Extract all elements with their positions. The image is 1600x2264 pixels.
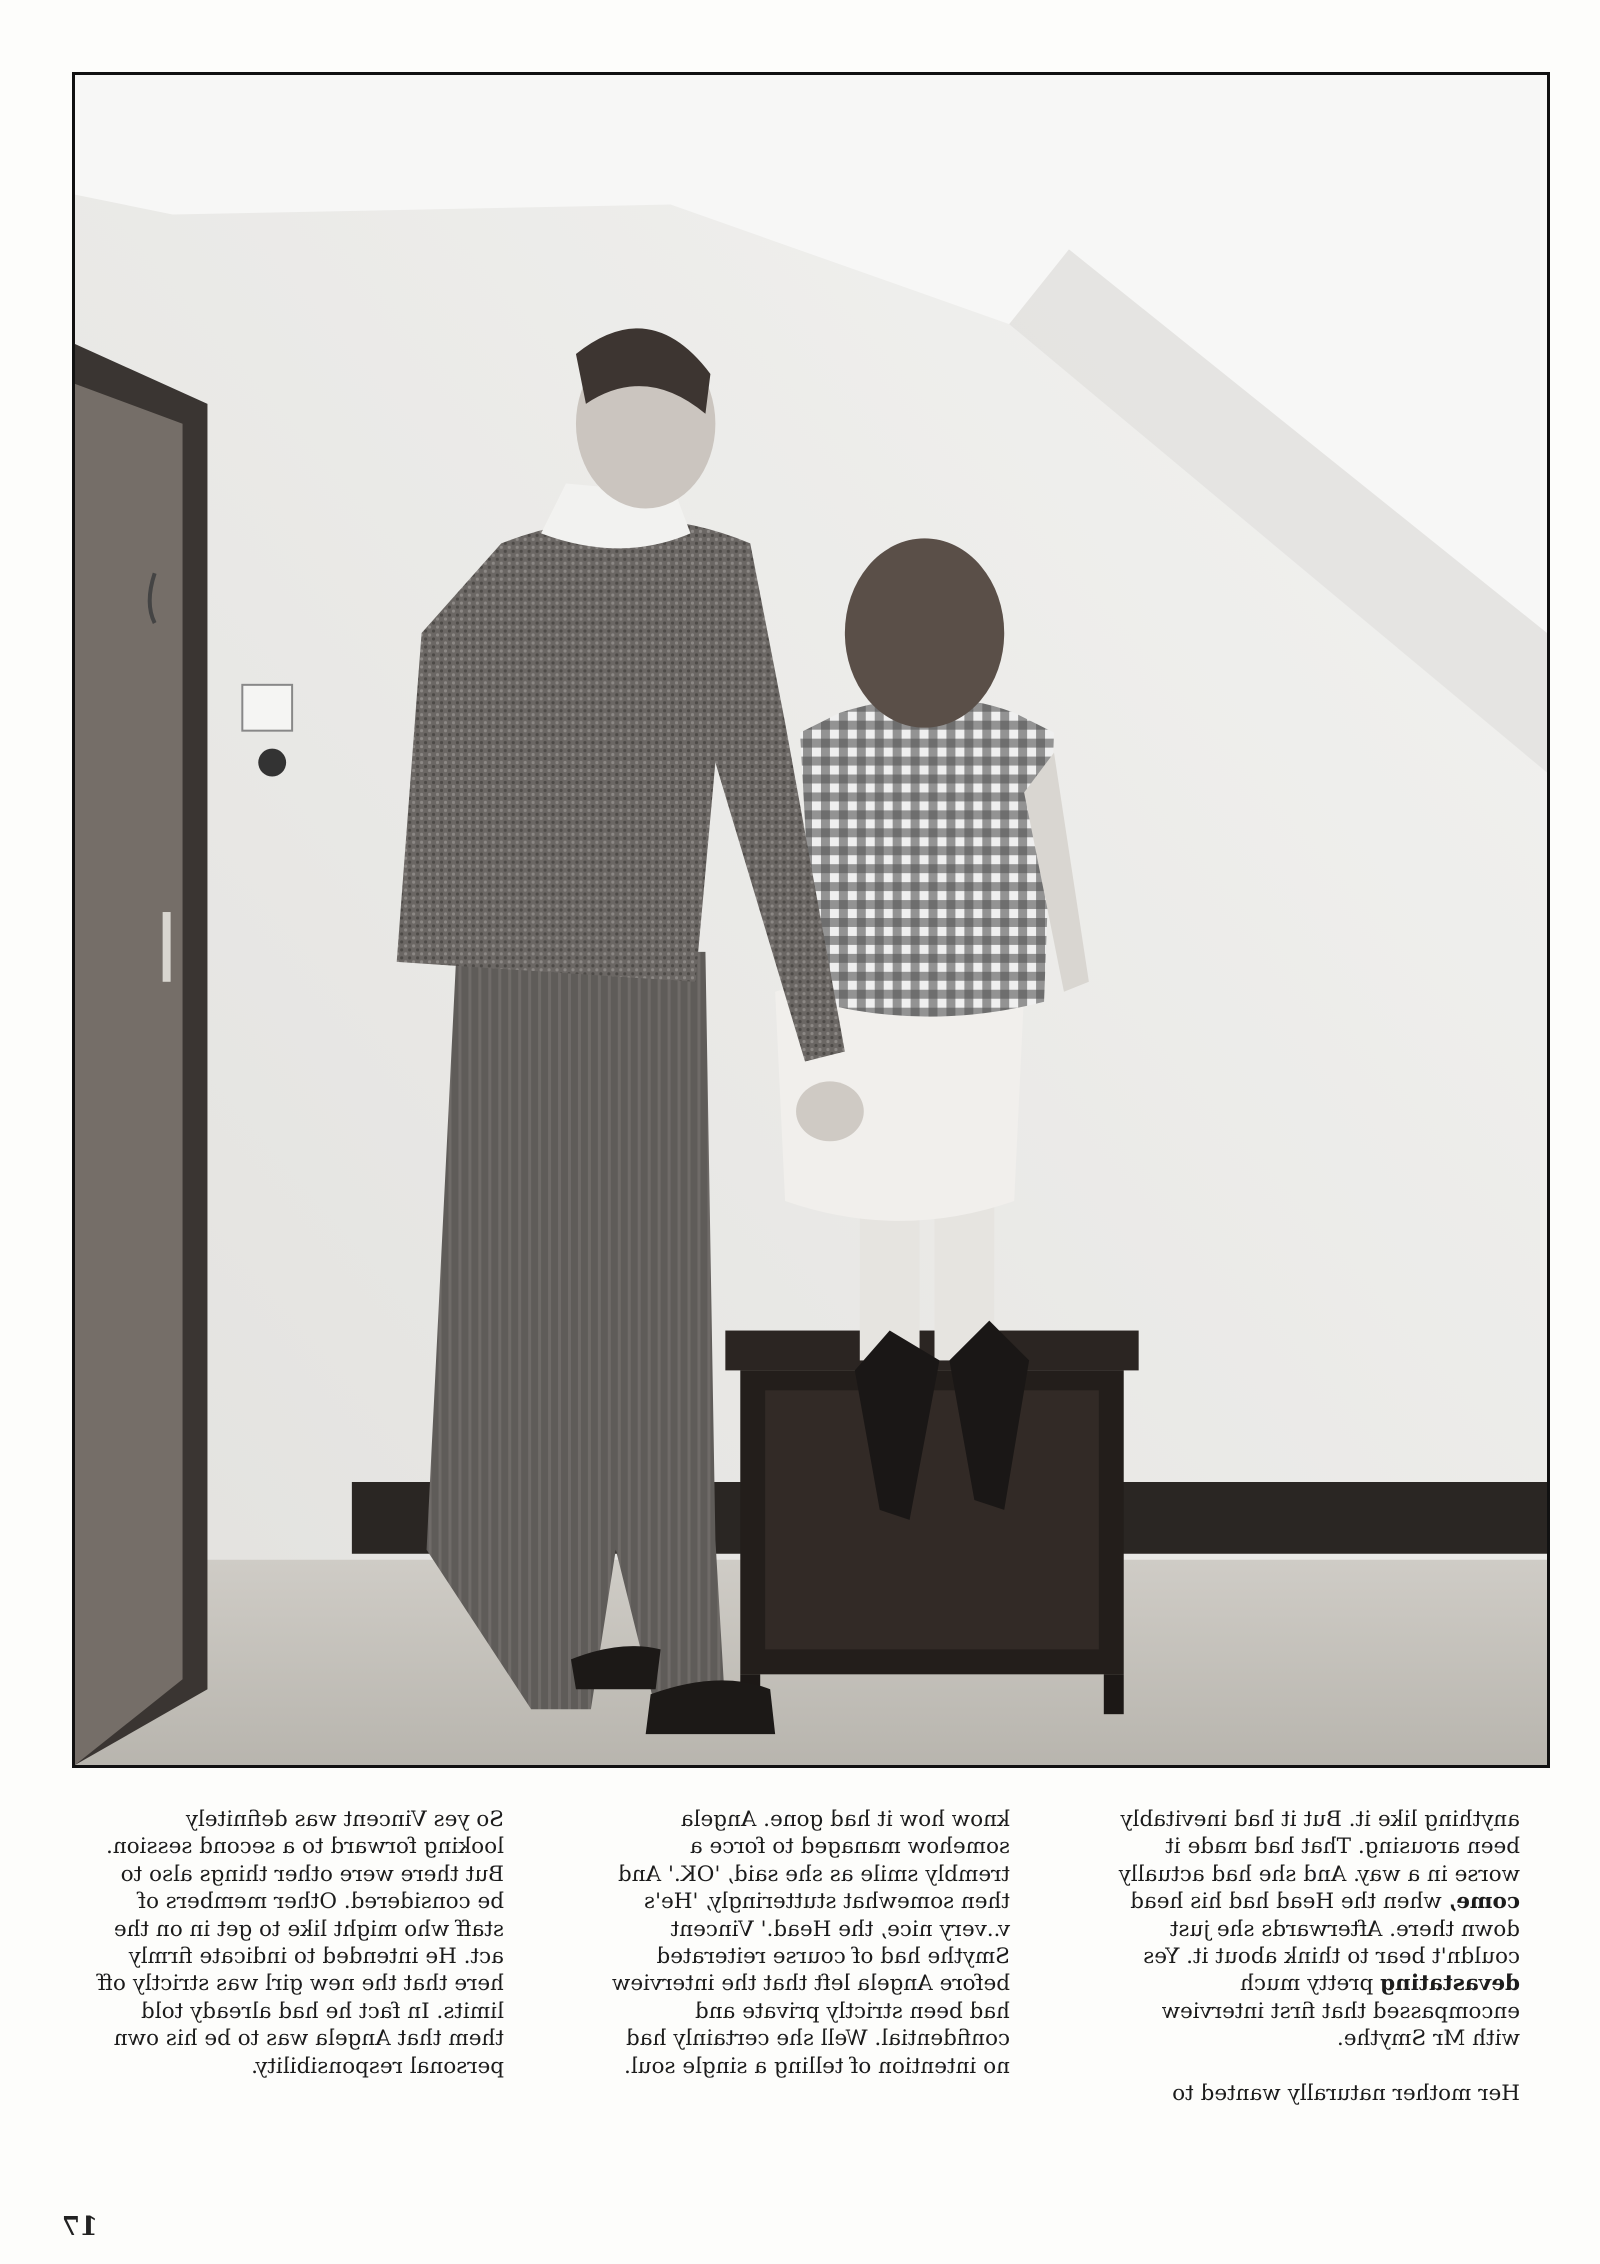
column-3-line-4: be considered. Other members of bbox=[138, 1889, 504, 1915]
column-2-paragraph bbox=[606, 1806, 1010, 2080]
column-1-line-3: worse in a way. And she had actually bbox=[1118, 1861, 1520, 1887]
page-number: 17 bbox=[61, 2212, 98, 2242]
column-1-line-7-rest: pretty much bbox=[1240, 1971, 1381, 1997]
column-1-line-4-rest: when the Head had his head bbox=[1130, 1889, 1449, 1915]
column-1-line-2: been arousing. That had made it bbox=[1165, 1834, 1520, 1860]
column-2-line-5: v..very nice, the Head.' Vincent bbox=[670, 1916, 1010, 1942]
column-2-line-2: somehow managed to force a bbox=[689, 1834, 1010, 1860]
column-1-line-5: down there. Afterwards she just bbox=[1169, 1916, 1520, 1942]
door bbox=[75, 384, 183, 1765]
text-column-1 bbox=[1116, 1806, 1520, 2107]
man-trousers bbox=[427, 952, 726, 1709]
column-2-line-1: know how it had gone. Angela bbox=[680, 1807, 1010, 1832]
column-1-closing: Her mother naturally wanted to bbox=[1172, 2080, 1520, 2106]
column-1-line-9: with Mr Smythe. bbox=[1336, 2026, 1520, 2052]
column-2-line-9: confidential. Well she certainly had bbox=[626, 2026, 1010, 2052]
gingham-blouse bbox=[800, 698, 1054, 1017]
column-3-line-8: limits. In fact he had already told bbox=[141, 1998, 504, 2024]
column-1-paragraph bbox=[1116, 1806, 1520, 2053]
column-2-line-4: then somewhat stutteringly, 'He's bbox=[644, 1889, 1010, 1915]
column-3-line-3: But there were other things also to bbox=[120, 1861, 504, 1887]
bell-push bbox=[258, 749, 286, 777]
text-column-3 bbox=[84, 1806, 504, 2080]
figure-hair bbox=[845, 538, 1004, 727]
door-handle bbox=[163, 912, 171, 982]
column-2-line-6: Smythe had of course reiterated bbox=[656, 1944, 1010, 1970]
column-2-line-3: trembly smile as she said, 'OK.' And bbox=[618, 1861, 1010, 1887]
column-3-line-10: personal responsibility. bbox=[251, 2053, 504, 2079]
column-3-line-5: staff who might like to get in on the bbox=[113, 1916, 504, 1942]
column-1-bold-devastating: devastating bbox=[1380, 1971, 1520, 1997]
column-3-line-7: here that the new girl was strictly off bbox=[97, 1971, 504, 1997]
column-1-line-1: anything like it. But it had inevitably bbox=[1120, 1807, 1520, 1832]
column-2-line-8: had been strictly private and bbox=[694, 1998, 1010, 2024]
column-2-line-7: before Angela left that the interview bbox=[612, 1971, 1010, 1997]
light-switch bbox=[242, 685, 292, 731]
column-3-line-6: act. He intended to indicate firmly bbox=[128, 1944, 504, 1970]
column-1-bold-come: come, bbox=[1448, 1889, 1520, 1915]
column-3-line-9: them that Angela was to be his own bbox=[113, 2026, 504, 2052]
text-column-2 bbox=[606, 1806, 1010, 2080]
column-2-line-10: no intention of telling a single soul. bbox=[623, 2053, 1010, 2079]
column-3-line-2: looking forward to a second session. bbox=[106, 1834, 504, 1860]
column-1-line-6: couldn't bear to think about it. Yes bbox=[1143, 1944, 1520, 1970]
photograph bbox=[72, 72, 1550, 1768]
column-3-line-1: So yes Vincent was definitely bbox=[185, 1807, 504, 1832]
column-1-line-8: encompassed that first interview bbox=[1161, 1998, 1520, 2024]
column-3-paragraph bbox=[84, 1806, 504, 2080]
